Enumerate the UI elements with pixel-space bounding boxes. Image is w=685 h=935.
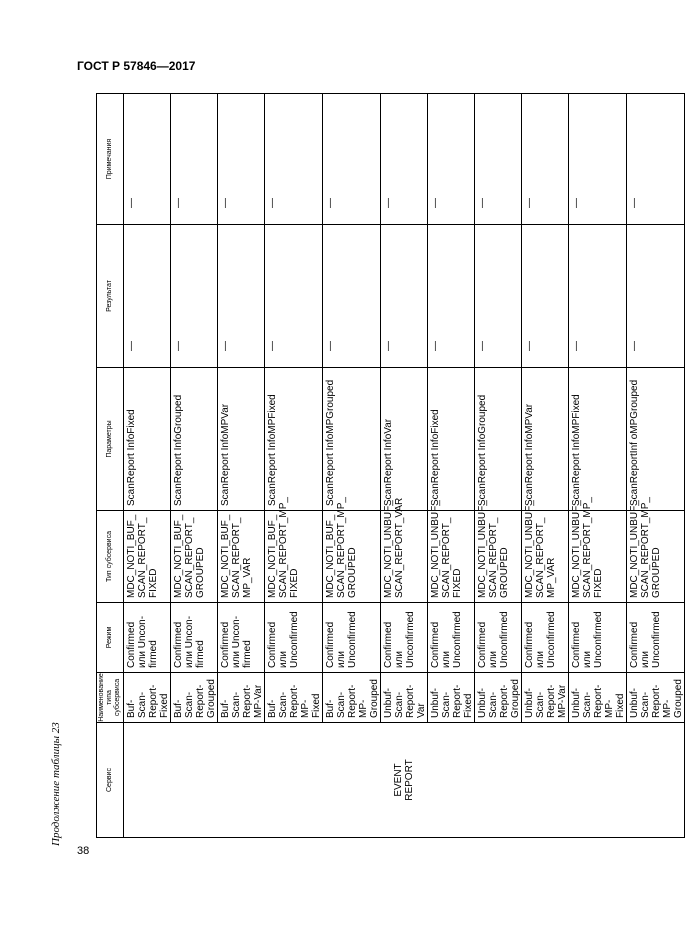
mode-cell: Confirmed или Unconfirmed — [323, 603, 381, 673]
table-row — [124, 94, 171, 838]
result-cell: — — [265, 225, 323, 368]
parameters-cell: ScanReportInf oMPGrouped — [627, 368, 685, 511]
parameters-cell: ScanReport InfoGrouped — [475, 368, 522, 511]
parameters-cell: ScanReport InfoMPVar — [218, 368, 265, 511]
column-header-mode: Режим — [97, 603, 124, 673]
page-number: 38 — [77, 845, 90, 857]
subservice-name-cell: Unbuf-Scan- Report-Fixed — [428, 673, 475, 723]
notes-cell: — — [569, 94, 627, 225]
column-header-notes: Примечания — [97, 94, 124, 225]
notes-cell: — — [381, 94, 428, 225]
notes-cell: — — [522, 94, 569, 225]
mode-cell: Confirmed или Unconfirmed — [381, 603, 428, 673]
mode-cell: Confirmed или Uncon- firmed — [218, 603, 265, 673]
result-cell: — — [218, 225, 265, 368]
subservice-name-cell: Buf-Scan- Report-MP-Var — [218, 673, 265, 723]
mode-cell: Confirmed или Unconfirmed — [522, 603, 569, 673]
column-header-params: Параметры — [97, 368, 124, 511]
table-continuation-label: Продолжение таблицы 23 — [50, 722, 62, 846]
subservice-type-cell: MDC_NOTI_BUF_ SCAN_REPORT_MP_ FIXED — [265, 511, 323, 603]
mode-cell: Confirmed или Unconfirmed — [428, 603, 475, 673]
mode-cell: Confirmed или Uncon- firmed — [171, 603, 218, 673]
notes-cell: — — [124, 94, 171, 225]
notes-cell: — — [627, 94, 685, 225]
column-header-service: Сервис — [97, 723, 124, 838]
subservice-name-cell: Unbuf-Scan- Report-MP- Grouped — [627, 673, 685, 723]
column-header-name: Наименование типа субсервиса — [97, 673, 124, 723]
parameters-cell: ScanReport InfoFixed — [124, 368, 171, 511]
subservice-type-cell: MDC_NOTI_BUF_ SCAN_REPORT_ MP_VAR — [218, 511, 265, 603]
service-cell: EVENT REPORT — [124, 723, 685, 838]
result-cell: — — [323, 225, 381, 368]
notes-cell: — — [428, 94, 475, 225]
subservice-name-cell: Unbuf-Scan- Report-MP- Fixed — [569, 673, 627, 723]
result-cell: — — [569, 225, 627, 368]
result-cell: — — [171, 225, 218, 368]
parameters-cell: ScanReport InfoFixed — [428, 368, 475, 511]
mode-cell: Confirmed или Uncon- firmed — [124, 603, 171, 673]
subservice-name-cell: Unbuf-Scan- Report-Grouped — [475, 673, 522, 723]
subservice-type-cell: MDC_NOTI_UNBUF_ SCAN_REPORT_VAR — [381, 511, 428, 603]
mode-cell: Confirmed или Unconfirmed — [569, 603, 627, 673]
parameters-cell: ScanReport InfoMPVar — [522, 368, 569, 511]
subservice-type-cell: MDC_NOTI_BUF_ SCAN_REPORT_ FIXED — [124, 511, 171, 603]
subservice-name-cell: Buf-Scan- Report-MP- Grouped — [323, 673, 381, 723]
subservice-type-cell: MDC_NOTI_UNBUF_ SCAN_REPORT_ FIXED — [428, 511, 475, 603]
result-cell: — — [522, 225, 569, 368]
notes-cell: — — [265, 94, 323, 225]
parameters-cell: ScanReport InfoMPFixed — [265, 368, 323, 511]
result-cell: — — [124, 225, 171, 368]
subservice-type-cell: MDC_NOTI_BUF_ SCAN_REPORT_ GROUPED — [171, 511, 218, 603]
notes-cell: — — [475, 94, 522, 225]
subservice-name-cell: Buf-Scan- Report-MP- Fixed — [265, 673, 323, 723]
result-cell: — — [475, 225, 522, 368]
subservice-name-cell: Buf-Scan- Report-Grouped — [171, 673, 218, 723]
parameters-cell: ScanReport InfoMPFixed — [569, 368, 627, 511]
notes-cell: — — [323, 94, 381, 225]
parameters-cell: ScanReport InfoMPGrouped — [323, 368, 381, 511]
subservice-name-cell: Unbuf-Scan- Report-Var — [381, 673, 428, 723]
mode-cell: Confirmed или Unconfirmed — [475, 603, 522, 673]
subservice-type-cell: MDC_NOTI_UNBUF_ SCAN_REPORT_MP_ GROUPED — [627, 511, 685, 603]
column-header-result: Результат — [97, 225, 124, 368]
subservice-type-cell: MDC_NOTI_UNBUF_ SCAN_REPORT_MP_ FIXED — [569, 511, 627, 603]
subservice-name-cell: Unbuf-Scan- Report-MP-Var — [522, 673, 569, 723]
table-rotated-wrapper — [96, 94, 684, 838]
services-table — [96, 93, 685, 838]
table-header-row — [97, 94, 124, 838]
subservice-type-cell: MDC_NOTI_UNBUF_ SCAN_REPORT_ MP_VAR — [522, 511, 569, 603]
subservice-type-cell: MDC_NOTI_UNBUF_ SCAN_REPORT_ GROUPED — [475, 511, 522, 603]
notes-cell: — — [218, 94, 265, 225]
column-header-type: Тип субсервиса — [97, 511, 124, 603]
result-cell: — — [381, 225, 428, 368]
parameters-cell: ScanReport InfoGrouped — [171, 368, 218, 511]
notes-cell: — — [171, 94, 218, 225]
result-cell: — — [428, 225, 475, 368]
standard-header: ГОСТ Р 57846—2017 — [77, 59, 196, 73]
mode-cell: Confirmed или Unconfirmed — [265, 603, 323, 673]
parameters-cell: ScanReport InfoVar — [381, 368, 428, 511]
mode-cell: Confirmed или Unconfirmed — [627, 603, 685, 673]
result-cell: — — [627, 225, 685, 368]
subservice-name-cell: Buf-Scan- Report-Fixed — [124, 673, 171, 723]
subservice-type-cell: MDC_NOTI_BUF_ SCAN_REPORT_MP_ GROUPED — [323, 511, 381, 603]
